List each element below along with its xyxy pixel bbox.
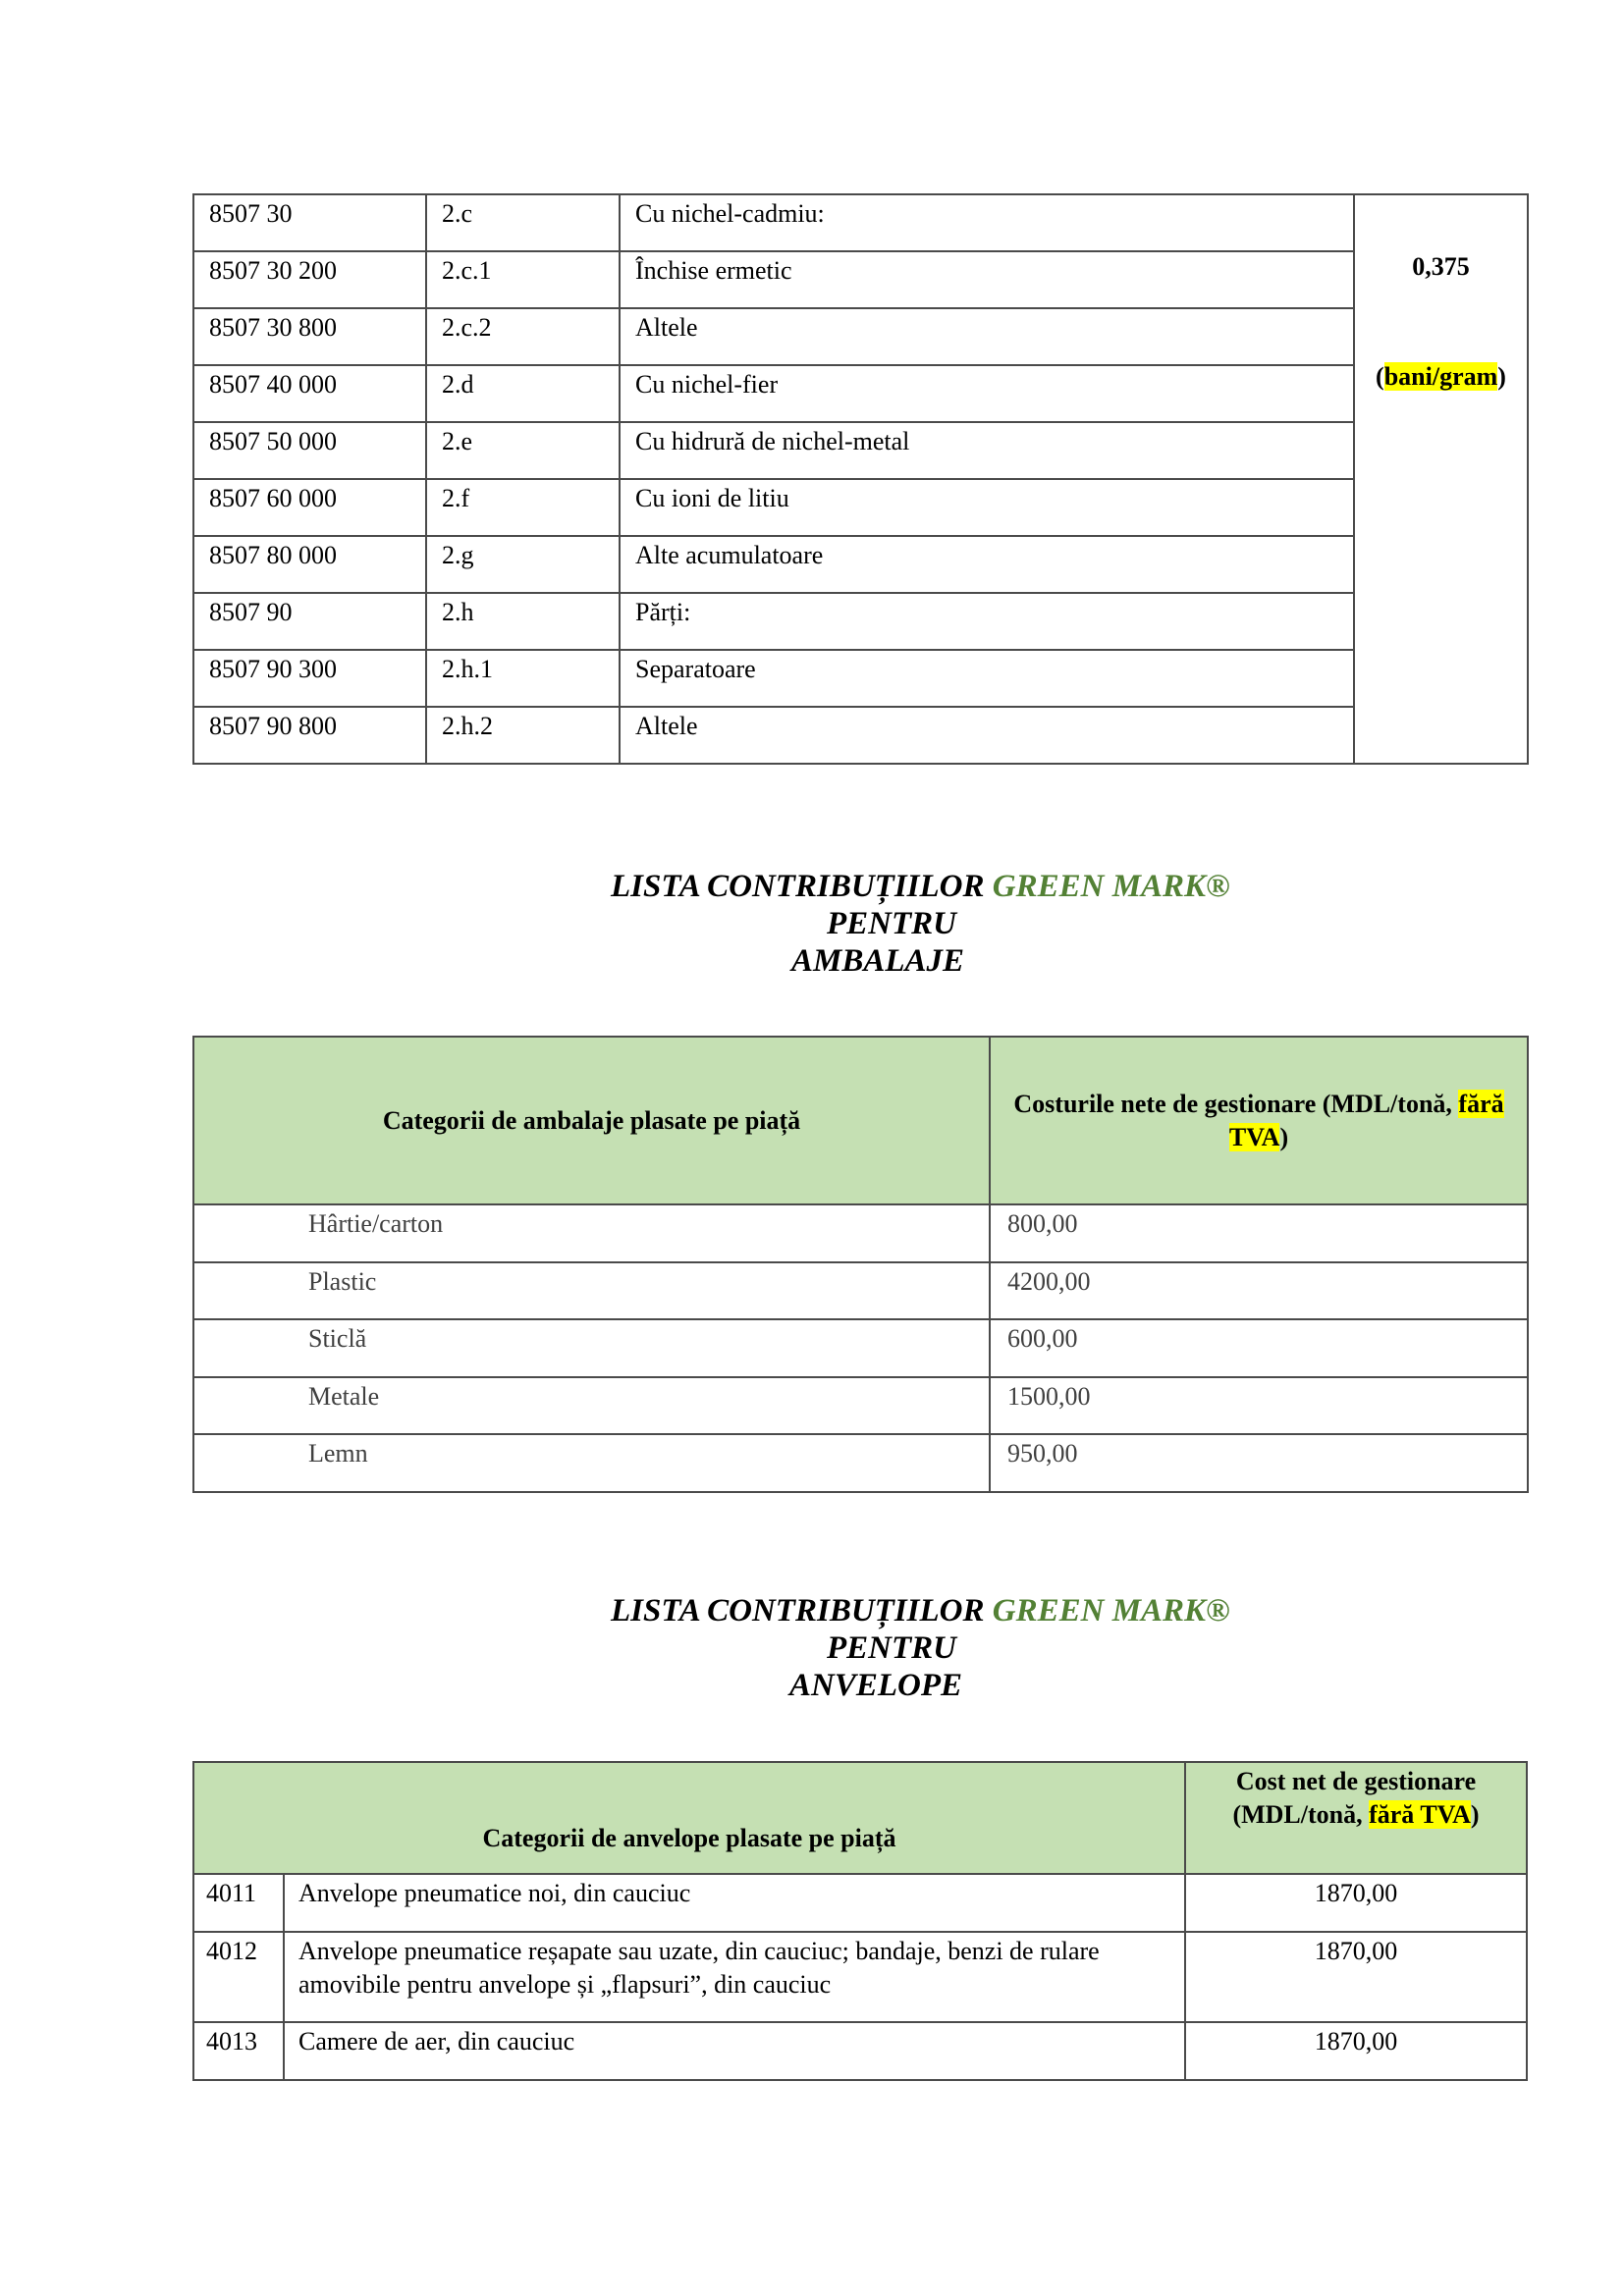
description: Altele [620,707,1354,764]
rate-cell [1354,194,1528,764]
battery-table [192,193,1529,765]
tire-description: Anvelope pneumatice reșapate sau uzate, din cauciuc; bandaje, benzi de rulare amovibile pentru anvelope și „flapsuri”, din cauciuc [284,1932,1185,2022]
heading-text: LISTA CONTRIBUȚIILOR [611,1593,993,1629]
table-row [193,1319,1528,1377]
description: Alte acumulatoare [620,536,1354,593]
tire-description: Camere de aer, din cauciuc [284,2022,1185,2080]
table-row [193,1204,1528,1262]
description: Altele [620,308,1354,365]
column-header-category: Categorii de anvelope plasate pe piață [193,1762,1185,1874]
packaging-cost: 800,00 [990,1204,1528,1262]
category-ref: 2.d [426,365,620,422]
packaging-cost: 950,00 [990,1434,1528,1492]
description: Cu nichel-cadmiu: [620,194,1354,251]
tire-description: Anvelope pneumatice noi, din cauciuc [284,1874,1185,1932]
category-ref: 2.c [426,194,620,251]
table-row [193,194,1528,251]
rate-unit-highlight: bani/gram [1383,362,1498,391]
packaging-cost: 1500,00 [990,1377,1528,1435]
table-row [193,1932,1527,2022]
table-row [193,650,1528,707]
paren-open: ( [1376,362,1384,391]
cost-header-text: Costurile nete de gestionare (MDL/tonă, [1013,1089,1459,1118]
packaging-category: Hârtie/carton [193,1204,990,1262]
tires-heading-line3: ANVELOPE [789,1668,963,1703]
brand-name: GREEN MARK® [992,1593,1230,1629]
cn-code: 8507 30 800 [193,308,426,365]
column-header-cost [1185,1762,1527,1874]
table-header-row [193,1037,1528,1204]
cn-code: 8507 30 200 [193,251,426,308]
table-row [193,251,1528,308]
table-row [193,536,1528,593]
cn-code: 8507 80 000 [193,536,426,593]
table-row [193,422,1528,479]
packaging-heading-line2: PENTRU [827,906,956,941]
table-row [193,2022,1527,2080]
category-ref: 2.h.1 [426,650,620,707]
cn-code: 8507 50 000 [193,422,426,479]
packaging-heading-line1 [611,868,1230,905]
brand-name: GREEN MARK® [992,869,1230,904]
table-header-row [193,1762,1527,1874]
tires-heading-line1 [611,1592,1230,1629]
heading-text: LISTA CONTRIBUȚIILOR [611,869,993,904]
cost-header-line1: Cost net de gestionare [1235,1767,1477,1795]
rate-unit [1355,362,1527,392]
category-ref: 2.h.2 [426,707,620,764]
cn-code: 8507 30 [193,194,426,251]
table-row [193,1262,1528,1320]
category-ref: 2.g [426,536,620,593]
cn-code: 8507 40 000 [193,365,426,422]
tire-cost: 1870,00 [1185,1932,1527,2022]
description: Cu nichel-fier [620,365,1354,422]
description: Închise ermetic [620,251,1354,308]
tire-code: 4013 [193,2022,284,2080]
packaging-cost: 600,00 [990,1319,1528,1377]
description: Cu hidrură de nichel-metal [620,422,1354,479]
cost-header-text: (MDL/tonă, [1232,1800,1370,1829]
packaging-cost: 4200,00 [990,1262,1528,1320]
packaging-category: Lemn [193,1434,990,1492]
packaging-category: Metale [193,1377,990,1435]
paren-close: ) [1497,362,1506,391]
category-ref: 2.e [426,422,620,479]
description: Cu ioni de litiu [620,479,1354,536]
tires-table [192,1761,1528,2081]
tires-heading-line2: PENTRU [827,1630,956,1666]
column-header-category: Categorii de ambalaje plasate pe piață [193,1037,990,1204]
table-row [193,1434,1528,1492]
table-row [193,479,1528,536]
packaging-table [192,1036,1529,1493]
table-row [193,308,1528,365]
table-row [193,707,1528,764]
packaging-category: Plastic [193,1262,990,1320]
cost-header-highlight: fără TVA [1228,1089,1504,1151]
category-ref: 2.c.1 [426,251,620,308]
packaging-category: Sticlă [193,1319,990,1377]
tire-cost: 1870,00 [1185,1874,1527,1932]
table-row [193,1377,1528,1435]
packaging-heading-line3: AMBALAJE [791,943,965,979]
table-row [193,593,1528,650]
cost-header-suffix: ) [1470,1800,1480,1829]
description: Părți: [620,593,1354,650]
tire-code: 4012 [193,1932,284,2022]
table-row [193,365,1528,422]
cost-header-suffix: ) [1279,1122,1289,1151]
rate-value: 0,375 [1412,252,1470,281]
cn-code: 8507 60 000 [193,479,426,536]
cn-code: 8507 90 300 [193,650,426,707]
category-ref: 2.h [426,593,620,650]
description: Separatoare [620,650,1354,707]
column-header-cost [990,1037,1528,1204]
category-ref: 2.f [426,479,620,536]
category-ref: 2.c.2 [426,308,620,365]
tire-cost: 1870,00 [1185,2022,1527,2080]
cost-header-highlight: fără TVA [1369,1800,1471,1829]
table-row [193,1874,1527,1932]
cn-code: 8507 90 800 [193,707,426,764]
tire-code: 4011 [193,1874,284,1932]
cn-code: 8507 90 [193,593,426,650]
